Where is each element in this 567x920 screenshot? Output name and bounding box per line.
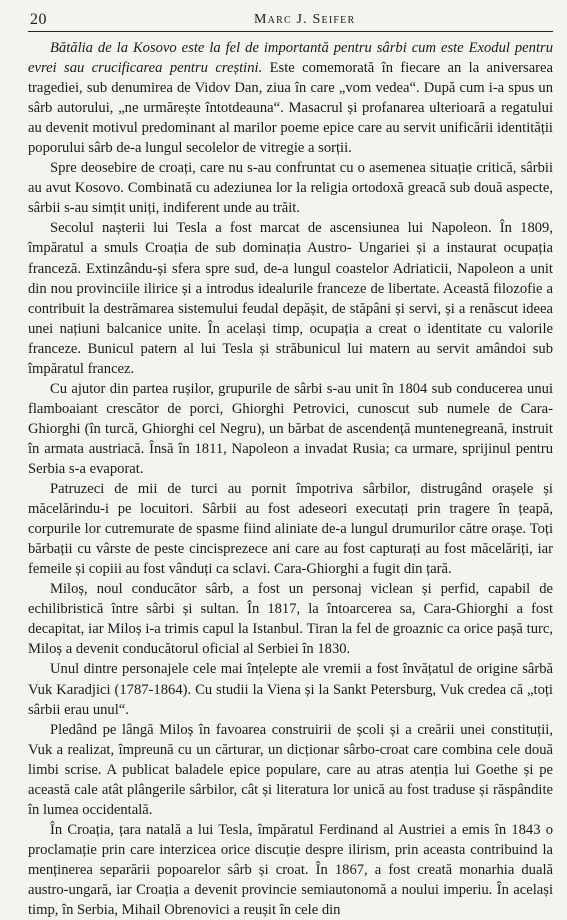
- page-header: [28, 9, 553, 32]
- paragraph: Pledând pe lângă Miloș în favoarea construirii de școli și a creării unei constituții, Vuk a realizat, împreună cu un cărturar, un dicționar sârbo-croat care combina cele două limbi scrise. A publicat baladele epice populare, care au atras atenția lui Goethe și pe această cale atât plângerile sârbilor, cât și literatura lor unică au fost traduse și răspândite în lumea occidentală.: [28, 721, 553, 818]
- paragraph: [28, 38, 553, 158]
- running-head: Marc J. Seifer: [254, 12, 356, 27]
- paragraph: Spre deosebire de croați, care nu s-au confruntat cu o asemenea situație critică, sârbii au avut Kosovo. Combinată cu adeziunea lor la religia ortodoxă greacă sub două aspecte, sârbii s-au simțit uniți, indiferent unde au trăit.: [28, 160, 553, 217]
- paragraph: Patruzeci de mii de turci au pornit împotriva sârbilor, distrugând orașele și măcelărindu-i pe locuitori. Sârbii au fost adeseori executați prin tragere în țeapă, corpurile lor cutremurate de spasme fiind aliniate de-a lungul drumurilor către orașe. Toți bărbații cu vârste de peste cincisprezece ani care au fost capturați au fost măcelăriți, iar femeile și copiii au fost vânduți ca sclavi. Cara-Ghiorghi a fugit din țară.: [28, 481, 553, 578]
- paragraph-text: Este comemorată în fiecare an la aniversarea tragediei, sub denumirea de Vidov Dan, ziua în care „vom vedea“. După cum i-a spus un sârb autorului, „ne urmărește întotdeauna“. Masacrul și profanarea ulterioară a regatului au devenit motivul predominant al marilor poeme epice care au servit unificării identității poporului sârb de-a lungul secolelor de vitregie a sorții.: [28, 60, 553, 157]
- paragraph: În Croația, țara natală a lui Tesla, împăratul Ferdinand al Austriei a emis în 1843 o proclamație prin care interzicea orice discuție despre ilirism, prin aceasta contribuind la menținerea separării popoarelor sârb și croat. În 1867, a fost creată monarhia duală austro-ungară, iar Croația a devenit provincie semiautonomă a noului imperiu. În același timp, în Serbia, Mihail Obrenovici a reușit în cele din: [28, 821, 553, 919]
- paragraph: Unul dintre personajele cele mai înțelepte ale vremii a fost învățatul de origine sârbă Vuk Karadjici (1787-1864). Cu studii la Viena și la Sankt Petersburg, Vuk credea că „toți sârbii erau unul“.: [28, 661, 553, 718]
- page-number: 20: [30, 11, 47, 28]
- paragraph-italic-lead: Bătălia de la Kosovo este la fel de importantă pentru sârbi cum este Exodul pentru evrei sau crucificarea pentru creștini.: [28, 40, 553, 77]
- body-text: [28, 38, 553, 920]
- paragraph: Cu ajutor din partea rușilor, grupurile de sârbi s-au unit în 1804 sub conducerea unui flamboaiant crescător de porci, Ghiorghi Petrovici, cunoscut sub numele de Cara-Ghiorghi (în turcă, Ghiorghi cel Negru), un bărbat de ascendență muntenegreană, instruit în armata austriacă. Însă în 1811, Napoleon a invadat Rusia; ca urmare, sprijinul pentru Serbia s-a evaporat.: [28, 380, 553, 477]
- paragraph: Miloș, noul conducător sârb, a fost un personaj viclean și perfid, capabil de echilibristică între sârbi și sultan. În 1817, la întoarcerea sa, Cara-Ghiorghi a fost decapitat, iar Miloș i-a trimis capul la Istanbul. Tiran la fel de groaznic ca orice pașă turc, Miloș a devenit conducătorul oficial al Serbiei în 1830.: [28, 581, 553, 658]
- paragraph: Secolul nașterii lui Tesla a fost marcat de ascensiunea lui Napoleon. În 1809, împăratul a smuls Croația de sub dominația Austro- Ungariei și a instaurat ocupația franceză. Extinzându-și sfera spre sud, de-a lungul coastelor Adriaticii, Napoleon a unit din nou provinciile ilirice și a introdus idealurile franceze de libertate. Această filozofie a contribuit la destrămarea sistemului feudal depășit, de stăpâni și servi, și a renăscut ideea unei națiuni balcanice unite. În același timp, ocupația a creat o identitate cu valorile franceze. Bunicul patern al lui Tesla și străbunicul lui matern au servit amândoi sub împăratul francez.: [28, 220, 553, 377]
